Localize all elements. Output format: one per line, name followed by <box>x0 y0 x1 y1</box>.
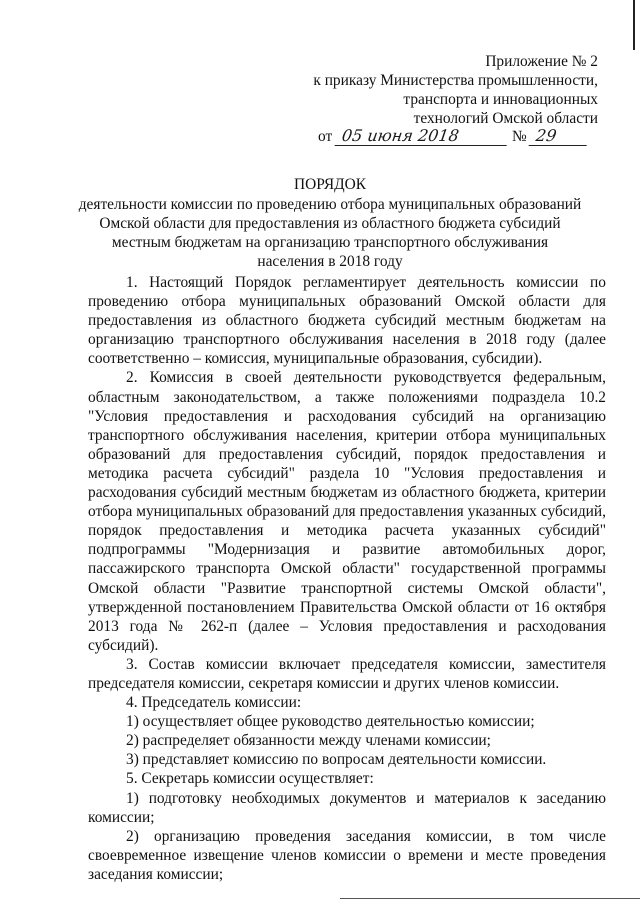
order-prefix: от <box>318 128 333 145</box>
title-line: населения в 2018 году <box>257 253 403 270</box>
appendix-line: технологий Омской области <box>413 110 598 127</box>
list-item: 1) осуществляет общее руководство деятельностью комиссии; <box>126 713 535 731</box>
paragraph: 3. Состав комиссии включает председателя комиссии, заместителя председателя комиссии, секретаря комиссии и других членов комиссии. <box>88 655 606 692</box>
title-line: Омской области для предоставления из областного бюджета субсидий <box>99 215 561 232</box>
document-body <box>88 273 606 884</box>
list-item: 2) распределяет обязанности между членами комиссии; <box>126 732 491 750</box>
title-line: деятельности комиссии по проведению отбора муниципальных образований <box>78 196 582 213</box>
paragraph: 5. Секретарь комиссии осуществляет: <box>126 770 374 788</box>
title-heading: ПОРЯДОК <box>294 176 366 193</box>
appendix-line: транспорта и инновационных <box>403 91 598 108</box>
order-number-label: № <box>511 128 527 145</box>
list-item: 2) организацию проведения заседания комиссии, в том числе своевременное извещение членов комиссии о времени и месте проведения заседания комиссии; <box>88 827 606 883</box>
list-item: 3) представляет комиссию по вопросам деятельности комиссии. <box>126 751 547 769</box>
title-line: местным бюджетам на организацию транспортного обслуживания <box>111 234 549 251</box>
list-item: 1) подготовку необходимых документов и материалов к заседанию комиссии; <box>88 789 606 826</box>
paragraph: 1. Настоящий Порядок регламентирует деятельность комиссии по проведению отбора муниципальных образований Омской области для предоставления из областного бюджета субсидий местным бюджетам на организацию транспортного обслуживания населения в 2018 году (далее соответственно – комиссия, муниципальные образования, субсидии). <box>88 274 606 368</box>
scan-bottom-line <box>340 898 640 899</box>
order-reference <box>318 126 598 146</box>
handwritten-order-number: 29 <box>529 126 590 146</box>
document-title <box>60 175 600 271</box>
appendix-header <box>300 52 598 128</box>
paragraph: 4. Председатель комиссии: <box>126 694 302 712</box>
appendix-line: к приказу Министерства промышленности, <box>313 72 598 89</box>
paragraph: 2. Комиссия в своей деятельности руководствуется федеральным, областным законодательством, а также положениями подраздела 10.2 "Условия предоставления и расходования субсидий на организацию транспортного обслуживания населения, критерии отбора муниципальных образований для предоставления субсидий, порядок предоставления и методика расчета субсидий" раздела 10 "Условия предоставления и расходования субсидий местным бюджетам из областного бюджета, критерии отбора муниципальных образований для предоставления указанных субсидий, порядок предоставления и методика расчета указанных субсидий" подпрограммы "Модернизация и развитие автомобильных дорог, пассажирского транспорта Омской области" государственной программы Омской области "Развитие транспортной системы Омской области", утвержденной постановлением Правительства Омской области от 16 октября 2013 года № 262-п (далее – Условия предоставления и расходования субсидий). <box>88 369 606 654</box>
handwritten-order-date: 05 июня 2018 <box>335 126 510 146</box>
scan-edge-line <box>633 0 635 50</box>
appendix-line: Приложение № 2 <box>485 53 598 70</box>
